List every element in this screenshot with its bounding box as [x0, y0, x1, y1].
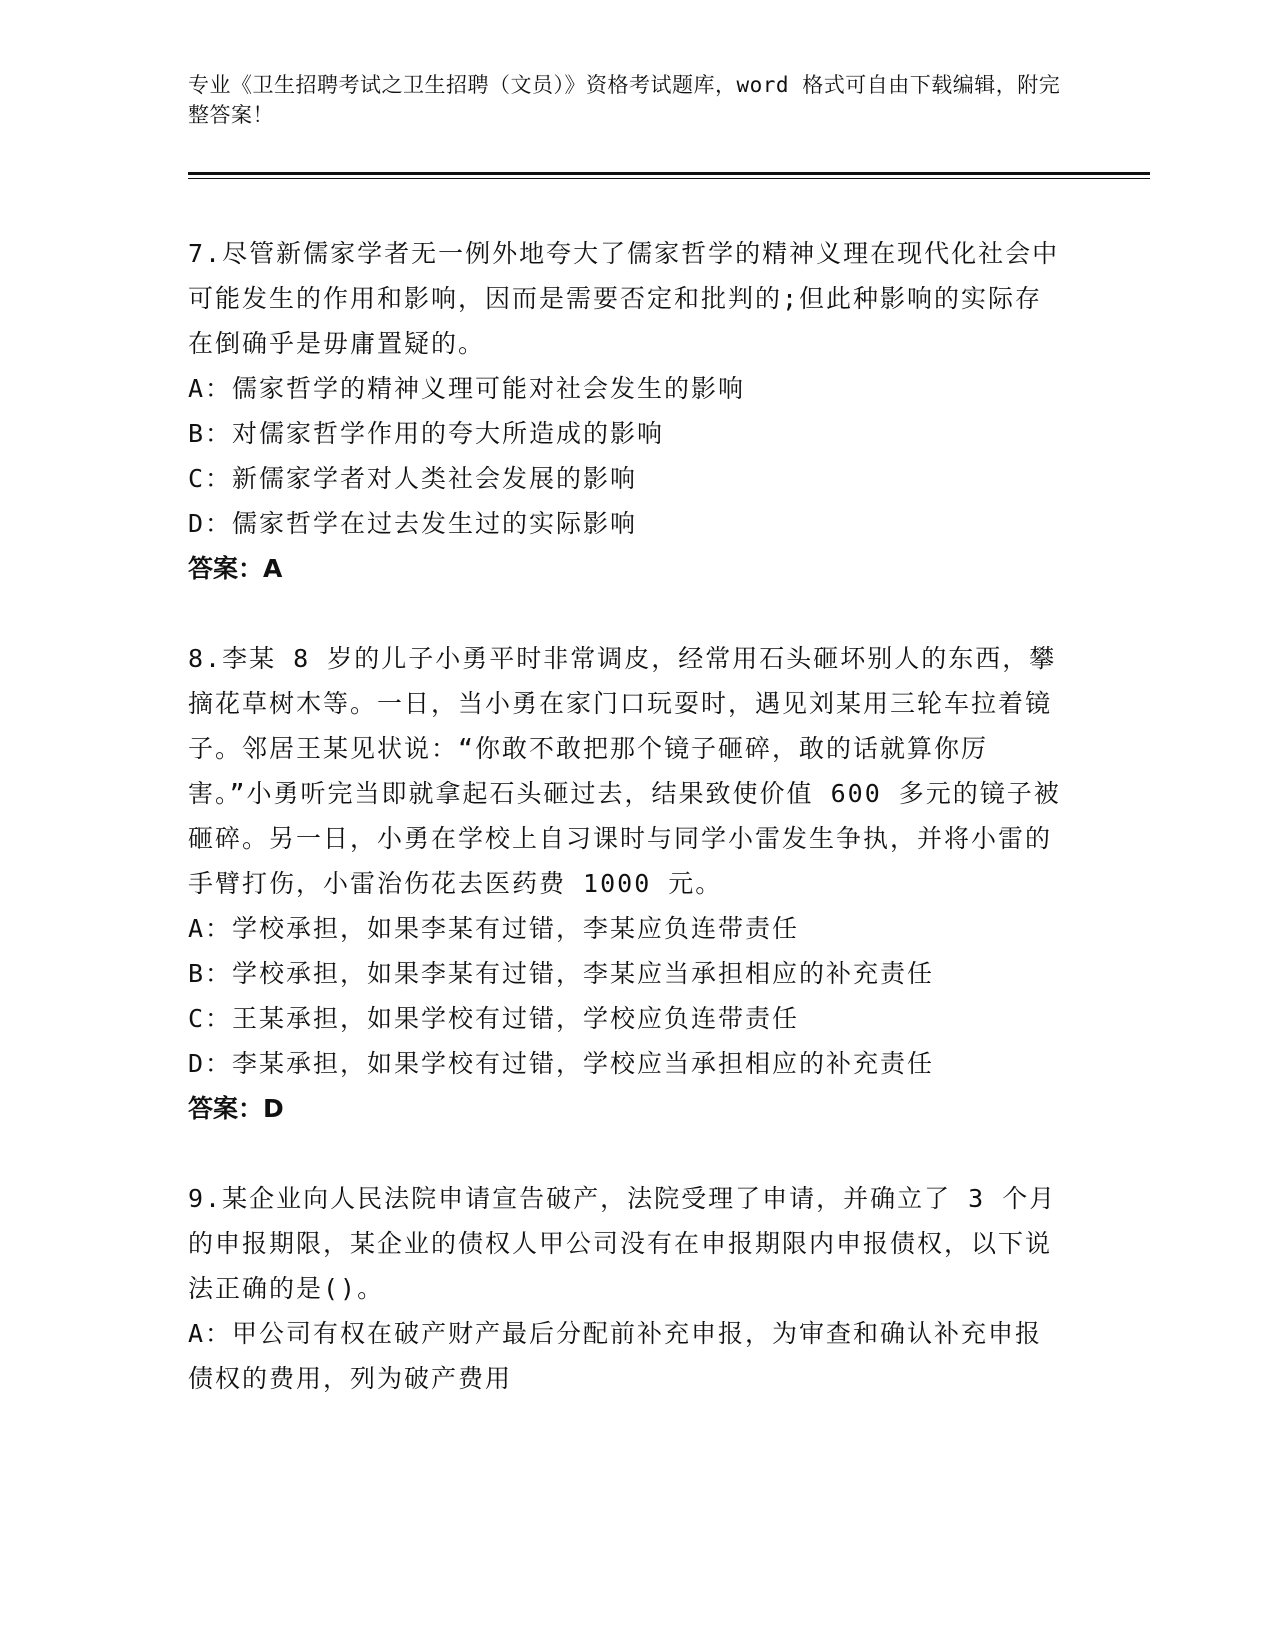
option-b: B：对儒家哲学作用的夸大所造成的影响	[188, 419, 665, 448]
question-stem: 9.某企业向人民法院申请宣告破产，法院受理了申请，并确立了 3 个月的申报期限，某企业的债权人甲公司没有在申报期限内申报债权，以下说法正确的是()。	[188, 1184, 1057, 1303]
option-d: D：李某承担，如果学校有过错，学校应当承担相应的补充责任	[188, 1049, 935, 1078]
answer-line: 答案：A	[188, 554, 283, 583]
document-page	[188, 70, 1088, 1401]
option-d: D：儒家哲学在过去发生过的实际影响	[188, 509, 638, 538]
option-a: A：学校承担，如果李某有过错，李某应负连带责任	[188, 914, 800, 943]
option-a: A：儒家哲学的精神义理可能对社会发生的影响	[188, 374, 746, 403]
option-c: C：新儒家学者对人类社会发展的影响	[188, 464, 638, 493]
question-9	[188, 1176, 1088, 1401]
header-divider	[188, 172, 1150, 179]
question-stem: 8.李某 8 岁的儿子小勇平时非常调皮，经常用石头砸坏别人的东西，攀摘花草树木等。一日，当小勇在家门口玩耍时，遇见刘某用三轮车拉着镜子。邻居王某见状说：“你敢不敢把那个镜子砸碎，敢的话就算你厉害。”小勇听完当即就拿起石头砸过去，结果致使价值 600 多元的镜子被砸碎。另一日，小勇在学校上自习课时与同学小雷发生争执，并将小雷的手臂打伤，小雷治伤花去医药费 1000 元。	[188, 644, 1061, 898]
question-7	[188, 231, 1088, 591]
question-8	[188, 636, 1088, 1131]
option-a: A：甲公司有权在破产财产最后分配前补充申报，为审查和确认补充申报债权的费用，列为破产费用	[188, 1319, 1043, 1393]
document-intro: 专业《卫生招聘考试之卫生招聘（文员）》资格考试题库，word 格式可自由下载编辑，附完整答案！	[188, 73, 1061, 127]
question-stem: 7.尽管新儒家学者无一例外地夸大了儒家哲学的精神义理在现代化社会中可能发生的作用和影响，因而是需要否定和批判的;但此种影响的实际存在倒确乎是毋庸置疑的。	[188, 239, 1060, 358]
option-c: C：王某承担，如果学校有过错，学校应负连带责任	[188, 1004, 800, 1033]
option-b: B：学校承担，如果李某有过错，李某应当承担相应的补充责任	[188, 959, 935, 988]
answer-line: 答案：D	[188, 1094, 284, 1123]
